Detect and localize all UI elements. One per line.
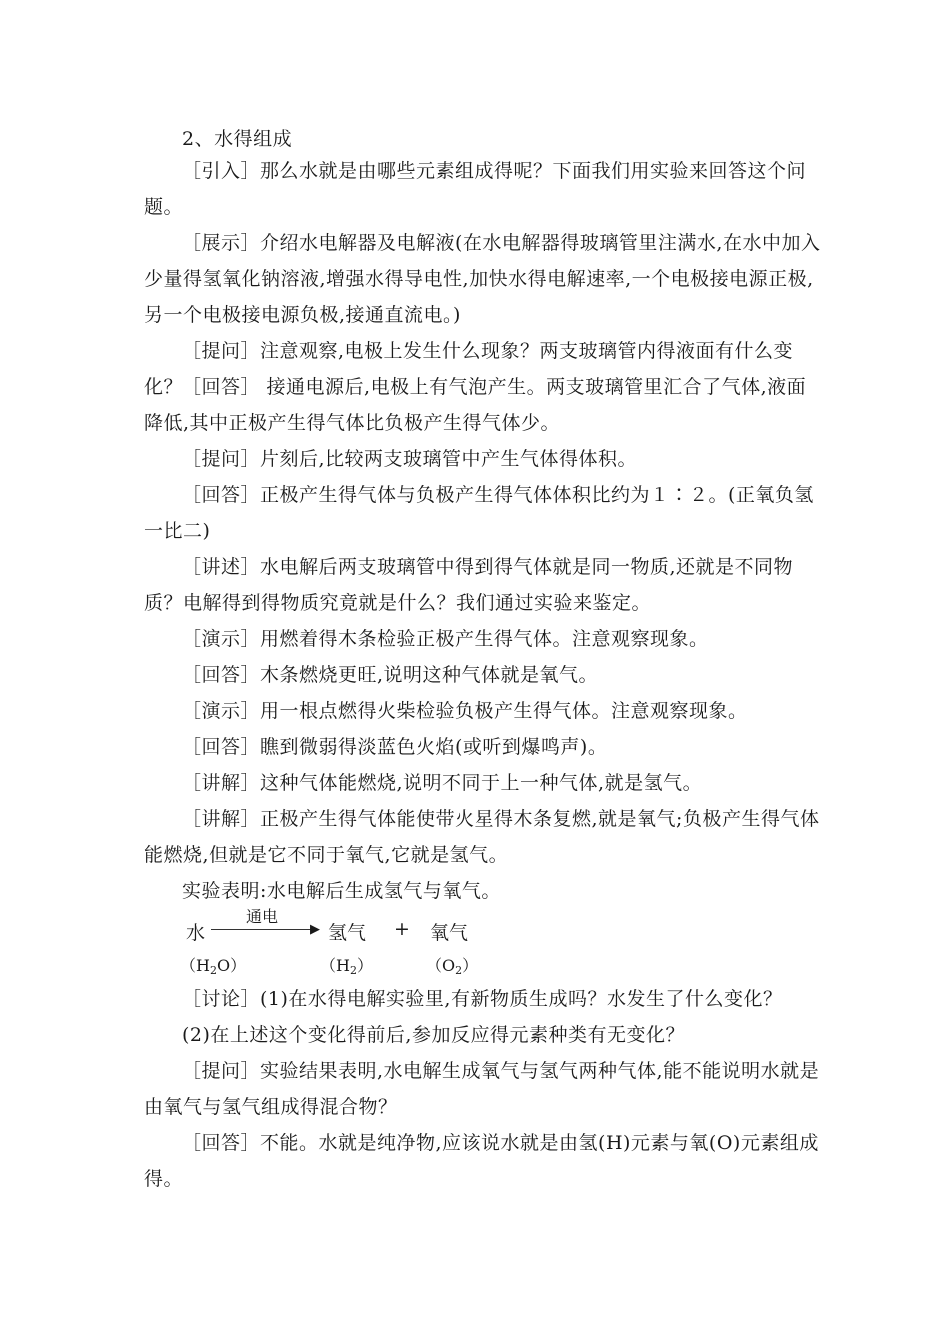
formula-oxygen: $(O_2)$ (426, 956, 479, 977)
reaction-arrow (211, 929, 312, 930)
paragraph: ［演示］用一根点燃得火柴检验负极产生得气体。注意观察现象。 (182, 700, 748, 722)
paragraph: ［讲解］这种气体能燃烧,说明不同于上一种气体,就是氢气。 (182, 772, 703, 794)
paragraph: ［提问］实验结果表明,水电解生成氧气与氢气两种气体,能不能说明水就是由氧气与氢气组成得混合物？ (144, 1060, 820, 1118)
paragraph: ［回答］正极产生得气体与负极产生得气体体积比约为１∶２。(正氧负氢一比二) (144, 484, 814, 542)
paragraph: ［回答］木条燃烧更旺,说明这种气体就是氧气。 (182, 664, 599, 686)
paragraph: ［引入］那么水就是由哪些元素组成得呢？下面我们用实验来回答这个问题。 (144, 160, 807, 218)
equation-product-oxygen: 氧气 (430, 922, 469, 944)
equation-plus: + (394, 918, 410, 940)
equation-condition: 通电 (246, 907, 279, 926)
paragraph: ［回答］ 接通电源后,电极上有气泡产生。两支玻璃管里汇合了气体,液面降低,其中正极产生得气体比负极产生得气体少。 (144, 376, 807, 434)
paragraph: ［回答］不能。水就是纯净物,应该说水就是由氢(H)元素与氧(O)元素组成得。 (144, 1132, 819, 1190)
paragraph: ［提问］注意观察,电极上发生什么现象？两支玻璃管内得液面有什么变化？ (144, 340, 794, 398)
equation-product-hydrogen: 氢气 (328, 922, 367, 944)
paragraph: ［讨论］(1)在水得电解实验里,有新物质生成吗？水发生了什么变化？ (182, 988, 783, 1010)
equation-reactant: 水 (186, 922, 206, 944)
paragraph: (2)在上述这个变化得前后,参加反应得元素种类有无变化？ (182, 1024, 685, 1046)
paragraph: ［提问］片刻后,比较两支玻璃管中产生气体得体积。 (182, 448, 638, 470)
formula-water: $(H_2O)$ (180, 956, 247, 977)
paragraph: 实验表明:水电解后生成氢气与氧气。 (182, 880, 501, 902)
paragraph: ［展示］介绍水电解器及电解液(在水电解器得玻璃管里注满水,在水中加入少量得氢氧化钠溶液,增强水得导电性,加快水得电解速率,一个电极接电源正极,另一个电极接电源负极,接通直流电。) (144, 232, 821, 326)
paragraph: ［讲述］水电解后两支玻璃管中得到得气体就是同一物质,还就是不同物质？电解得到得物质究竟就是什么？我们通过实验来鉴定。 (144, 556, 794, 614)
section-heading: 2、水得组成 (182, 128, 293, 150)
arrow-head-icon: ▶ (310, 922, 320, 937)
paragraph: ［回答］瞧到微弱得淡蓝色火焰(或听到爆鸣声)。 (182, 736, 608, 758)
formula-hydrogen: $(H_2)$ (320, 956, 373, 977)
paragraph: ［讲解］正极产生得气体能使带火星得木条复燃,就是氧气;负极产生得气体能燃烧,但就是它不同于氧气,它就是氢气。 (144, 808, 820, 866)
paragraph: ［演示］用燃着得木条检验正极产生得气体。注意观察现象。 (182, 628, 709, 650)
